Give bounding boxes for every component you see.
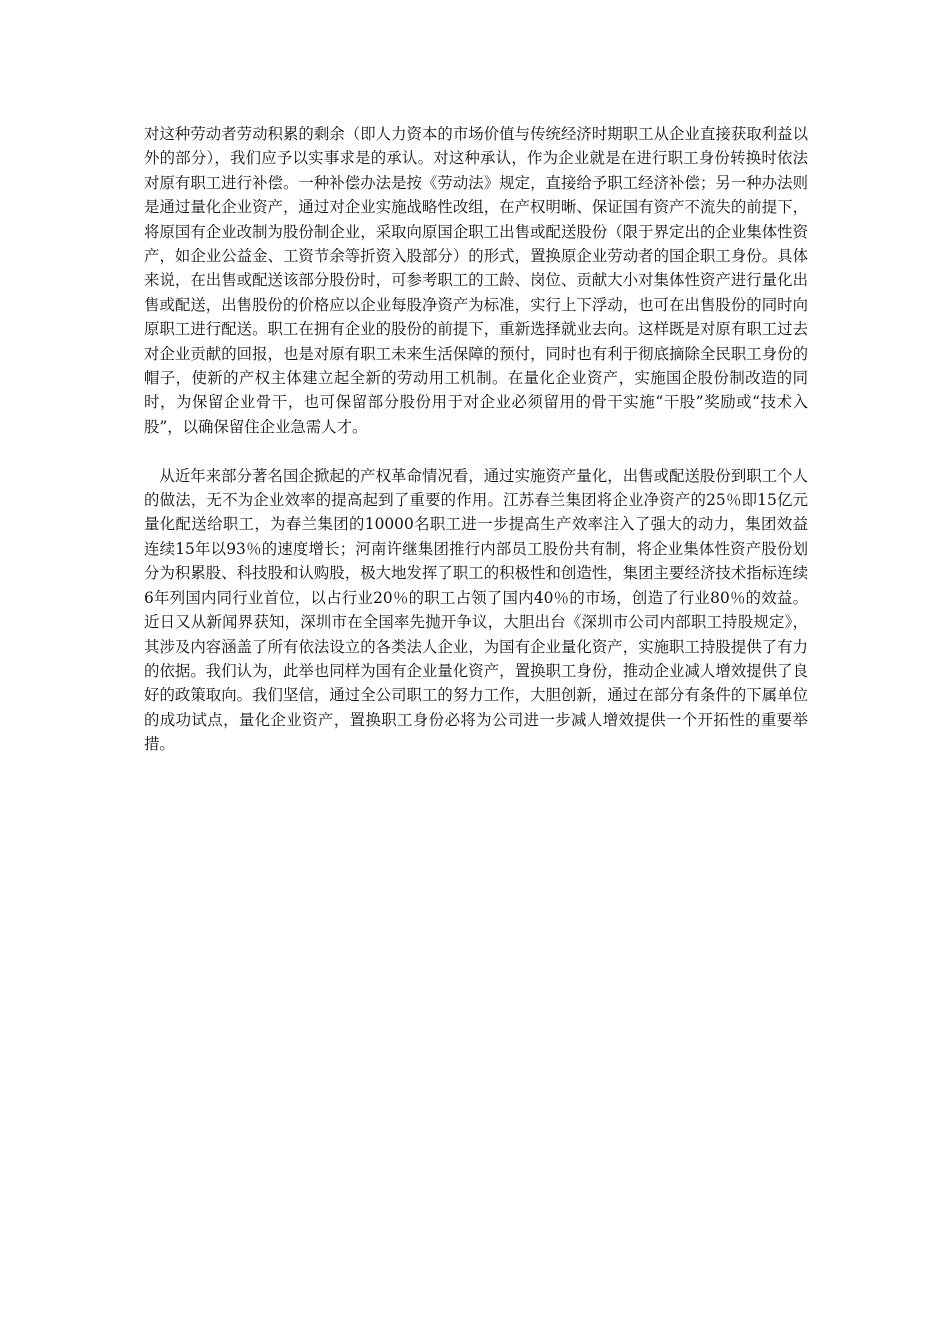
paragraph-2: 从近年来部分著名国企掀起的产权革命情况看，通过实施资产量化，出售或配送股份到职工个人的做法，无不为企业效率的提高起到了重要的作用。江苏春兰集团将企业净资产的25％即15亿元量化配送给职工，为春兰集团的10000名职工进一步提高生产效率注入了强大的动力，集团效益连续15年以93％的速度增长；河南许继集团推行内部员工股份共有制，将企业集体性资产股份划分为积累股、科技股和认购股，极大地发挥了职工的积极性和创造性，集团主要经济技术指标连续6年列国内同行业首位，以占行业20％的职工占领了国内40％的市场，创造了行业80％的效益。近日又从新闻界获知，深圳市在全国率先抛开争议，大胆出台《深圳市公司内部职工持股规定》，其涉及内容涵盖了所有依法设立的各类法人企业，为国有企业量化资产，实施职工持股提供了有力的依据。我们认为，此举也同样为国有企业量化资产，置换职工身份，推动企业减人增效提供了良好的政策取向。我们坚信，通过全公司职工的努力工作，大胆创新，通过在部分有条件的下属单位的成功试点，量化企业资产，置换职工身份必将为公司进一步减人增效提供一个开拓性的重要举措。 [144,466,808,754]
document-body [144,122,808,757]
paragraph-1: 对这种劳动者劳动积累的剩余（即人力资本的市场价值与传统经济时期职工从企业直接获取利益以外的部分），我们应予以实事求是的承认。对这种承认，作为企业就是在进行职工身份转换时依法对原有职工进行补偿。一种补偿办法是按《劳动法》规定，直接给予职工经济补偿；另一种办法则是通过量化企业资产，通过对企业实施战略性改组，在产权明晰、保证国有资产不流失的前提下，将原国有企业改制为股份制企业，采取向原国企职工出售或配送股份（限于界定出的企业集体性资产，如企业公益金、工资节余等折资入股部分）的形式，置换原企业劳动者的国企职工身份。具体来说，在出售或配送该部分股份时，可参考职工的工龄、岗位、贡献大小对集体性资产进行量化出售或配送，出售股份的价格应以企业每股净资产为标准，实行上下浮动，也可在出售股份的同时向原职工进行配送。职工在拥有企业的股份的前提下，重新选择就业去向。这样既是对原有职工过去对企业贡献的回报，也是对原有职工未来生活保障的预付，同时也有利于彻底摘除全民职工身份的帽子，使新的产权主体建立起全新的劳动用工机制。在量化企业资产，实施国企股份制改造的同时，为保留企业骨干，也可保留部分股份用于对企业必须留用的骨干实施“干股”奖励或“技术入股”，以确保留住企业急需人才。 [144,125,808,436]
paragraph-spacer [144,439,808,463]
